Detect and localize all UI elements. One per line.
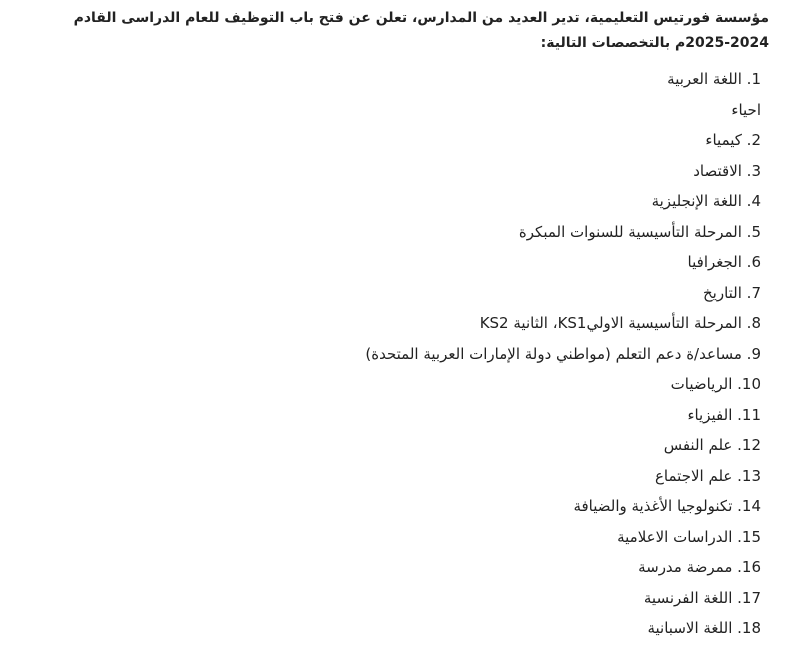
- list-item: 6. الجغرافيا: [687, 253, 761, 271]
- list-item: 18. اللغة الاسبانية: [647, 619, 761, 637]
- list-item: 9. مساعد/ة دعم التعلم (مواطني دولة الإمارات العربية المتحدة): [365, 344, 761, 363]
- list-item: 17. اللغة الفرنسية: [643, 588, 761, 607]
- list-item: 8. المرحلة التأسيسية الاوليKS1، الثانية KS2: [479, 314, 761, 332]
- list-item: 11. الفيزياء: [687, 405, 761, 424]
- list-item: 15. الدراسات الاعلامية: [617, 527, 761, 546]
- list-item: 13. علم الاجتماع: [654, 466, 761, 485]
- list-item: 4. اللغة الإنجليزية: [651, 192, 761, 210]
- list-item: 12. علم النفس: [663, 436, 761, 454]
- list-item: 16. ممرضة مدرسة: [638, 558, 761, 576]
- list-item: 3. الاقتصاد: [693, 161, 761, 180]
- list-item: 7. التاريخ: [702, 283, 761, 302]
- list-item: 2. كيمياء: [705, 131, 761, 149]
- list-item: احياء: [731, 100, 761, 119]
- list-item: 1. اللغة العربية: [667, 70, 761, 88]
- list-item: 14. تكنولوجيا الأغذية والضيافة: [573, 497, 761, 515]
- list-item: 10. الرياضيات: [670, 375, 761, 393]
- specializations-list: [365, 64, 761, 644]
- list-item: 5. المرحلة التأسيسية للسنوات المبكرة: [518, 222, 761, 241]
- announcement-intro: مؤسسة فورتيس التعليمية، تدير العديد من المدارس، تعلن عن فتح باب التوظيف للعام الدراسى القادم 2024-2025م بالتخصصات التالية:: [73, 10, 769, 51]
